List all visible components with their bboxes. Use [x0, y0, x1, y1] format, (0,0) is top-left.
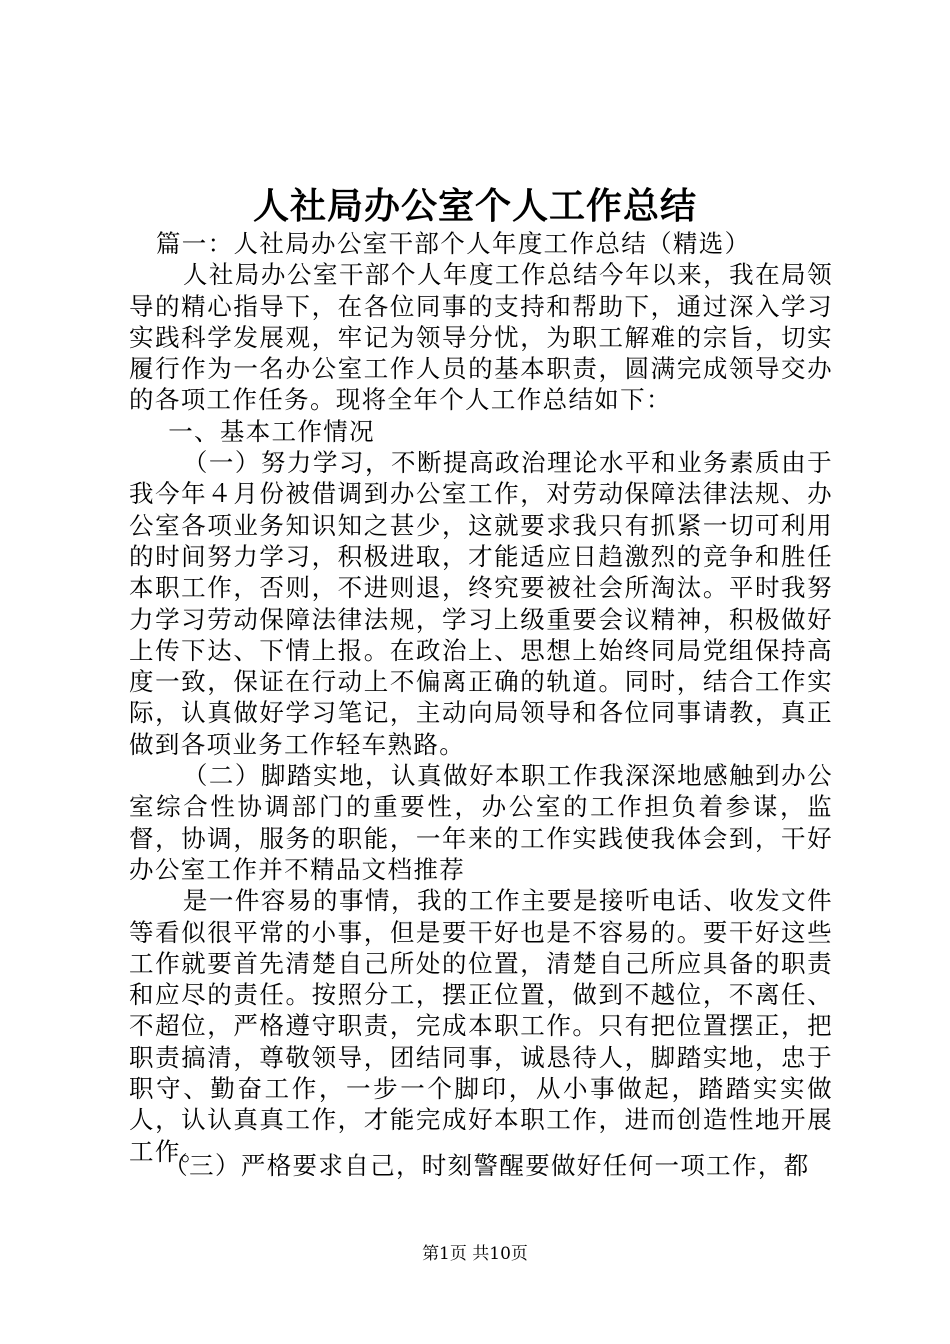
- document-body: [129, 228, 833, 1167]
- page-number-footer: 第1页 共10页: [422, 1244, 528, 1264]
- paragraph-duty-continued: 是一件容易的事情，我的工作主要是接听电话、收发文件等看似很平常的小事，但是要干好也是不容易的。要干好这些工作就要首先清楚自己所处的位置，清楚自己所应具备的职责和应尽的责任。按照分工，摆正位置，做到不越位，不离任、不超位，严格遵守职责，完成本职工作。只有把位置摆正，把职责搞清，尊敬领导，团结同事，诚恳待人，脚踏实地，忠于职守、勤奋工作，一步一个脚印，从小事做起，踏踏实实做人，认认真真工作，才能完成好本职工作，进而创造性地开展工作。: [129, 886, 833, 1166]
- section-heading: 一、基本工作情况: [168, 416, 375, 446]
- intro-paragraph: 人社局办公室干部个人年度工作总结今年以来，我在局领导的精心指导下，在各位同事的支持和帮助下，通过深入学习实践科学发展观，牢记为领导分忧，为职工解难的宗旨，切实履行作为一名办公室工作人员的基本职责，圆满完成领导交办的各项工作任务。现将全年个人工作总结如下：: [129, 260, 833, 415]
- document-body-continued: [129, 1150, 833, 1181]
- paragraph-duty: （二）脚踏实地，认真做好本职工作我深深地感触到办公室综合性协调部门的重要性，办公室的工作担负着参谋，监督，协调，服务的职能，一年来的工作实践使我体会到，干好办公室工作并不精品文档推荐: [129, 761, 833, 884]
- paragraph-strict: （三）严格要求自己，时刻警醒要做好任何一项工作，都: [163, 1151, 810, 1180]
- document-title: 人社局办公室个人工作总结: [252, 185, 697, 227]
- paragraph-study: （一）努力学习，不断提高政治理论水平和业务素质由于我今年４月份被借调到办公室工作，对劳动保障法律法规、办公室各项业务知识知之甚少，这就要求我只有抓紧一切可利用的时间努力学习，积极进取，才能适应日趋激烈的竞争和胜任本职工作，否则，不进则退，终究要被社会所淘汰。平时我努力学习劳动保障法律法规，学习上级重要会议精神，积极做好上传下达、下情上报。在政治上、思想上始终同局党组保持高度一致，保证在行动上不偏离正确的轨道。同时，结合工作实际，认真做好学习笔记，主动向局领导和各位同事请教，真正做到各项业务工作轻车熟路。: [129, 448, 833, 759]
- section-subtitle: 篇一：人社局办公室干部个人年度工作总结（精选）: [155, 229, 751, 258]
